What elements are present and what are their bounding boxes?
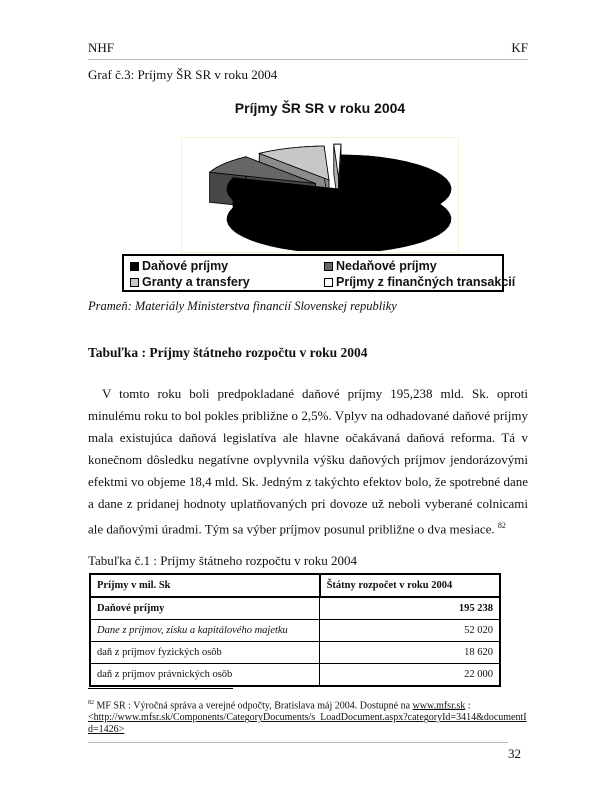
table-row [90,664,500,687]
revenue-table [89,573,501,687]
header-rule [88,59,528,60]
table-row [90,642,500,664]
legend-label: Granty a transfery [142,275,250,289]
footnote-ref[interactable]: 82 [497,521,506,530]
legend-item [130,275,250,289]
legend-item [324,275,515,289]
footnote [88,697,528,736]
row-label: Dane z príjmov, zisku a kapitálového majetku [90,620,320,642]
row-value: 22 000 [320,664,500,687]
footnote-link-short[interactable]: www.mfsr.sk [412,700,466,712]
section-title: Tabuľka : Príjmy štátneho rozpočtu v roku 2004 [88,345,368,360]
figure-caption: Graf č.3: Príjmy ŠR SR v roku 2004 [88,67,278,82]
table-header: Štátny rozpočet v roku 2004 [320,574,500,597]
pie-chart [181,137,457,251]
legend-item [324,259,437,273]
chart-title: Príjmy ŠR SR v roku 2004 [234,100,406,116]
row-value: 18 620 [320,642,500,664]
footnote-separator: : [465,700,471,712]
table-header: Príjmy v mil. Sk [90,574,320,597]
chart-legend [122,254,516,292]
page-number: 32 [508,746,521,761]
row-label: Daňové príjmy [90,597,320,620]
legend-swatch [130,278,139,287]
legend-swatch [324,278,333,287]
footnote-number: 82 [88,700,94,706]
legend-swatch [130,262,139,271]
header-right: KF [511,40,528,55]
row-value: 195 238 [320,597,500,620]
table-row [90,620,500,642]
table-header-row [90,574,500,597]
footer-rule [88,742,508,743]
row-value: 52 020 [320,620,500,642]
table-row [90,597,500,620]
header-left: NHF [88,40,115,55]
row-label: daň z príjmov fyzických osôb [90,642,320,664]
row-label: daň z príjmov právnických osôb [90,664,320,687]
legend-label: Daňové príjmy [142,259,229,273]
body-paragraph [88,383,528,540]
footnote-link-full[interactable]: <http://www.mfsr.sk/Components/CategoryDocuments/s_LoadDocument.aspx?categoryId=3414&documentId=1426> [88,712,527,736]
paragraph-text: V tomto roku boli predpokladané daňové príjmy 195,238 mld. Sk. oproti minulému roku to bol pokles približne o 2,5%. Vplyv na odhadované daňové príjmy mala existujúca daňová legislatíva ale hlavne očakávaná daňová reforma. Tá v konečnom dôsledku negatívne ovplyvnila výšku daňových príjmov jendorázovými efektmi vo objeme 18,4 mld. Sk. Jedným z takýchto efektov bolo, že spotrebné dane a dane z pridanej hodnoty uplatňovaných pri dovoze už neboli vyberané colnicami ale daňovými úradmi. Tým sa výber príjmov posunul približne o dva mesiace. [88,386,528,537]
legend-item [130,259,228,273]
source-note: Prameň: Materiály Ministerstva financií Slovenskej republiky [88,299,397,313]
legend-swatch [324,262,333,271]
footnote-text: MF SR : Výročná správa a verejné odpočty, Bratislava máj 2004. Dostupné na [96,700,411,712]
footnote-rule [88,688,233,689]
legend-label: Nedaňové príjmy [336,259,437,273]
table-caption: Tabuľka č.1 : Príjmy štátneho rozpočtu v roku 2004 [88,553,358,568]
legend-label: Príjmy z finančných transakcií [336,275,516,289]
